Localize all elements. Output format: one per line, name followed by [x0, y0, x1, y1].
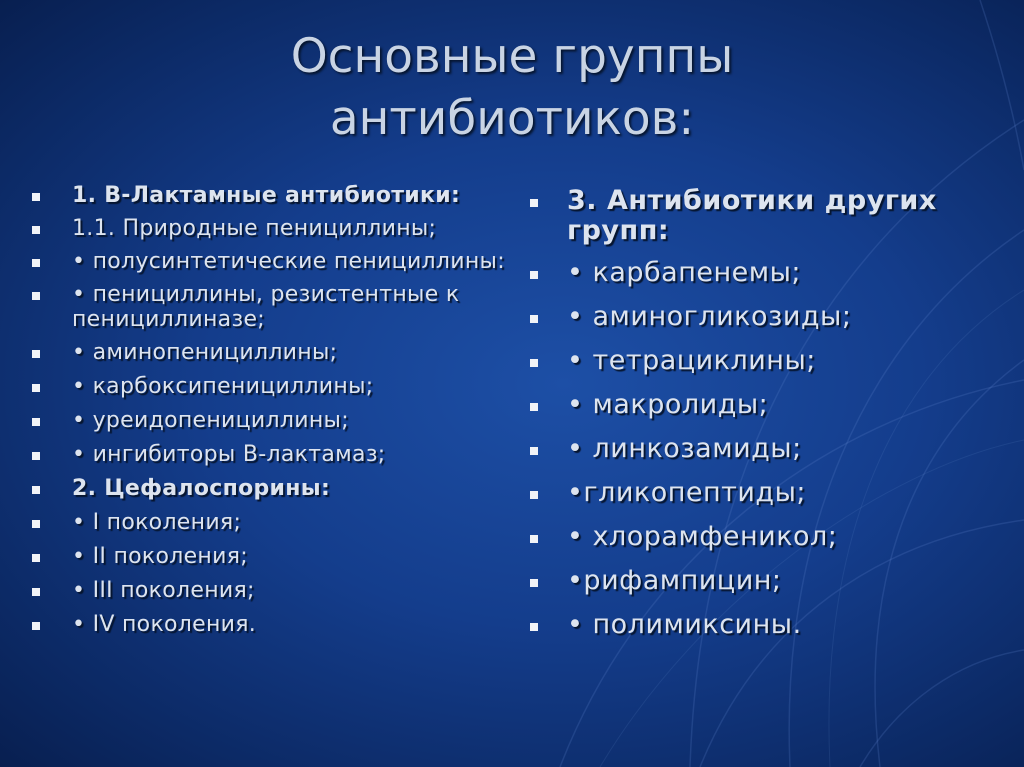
- square-bullet-icon: [530, 199, 538, 207]
- square-bullet-icon: [32, 292, 40, 300]
- list-item: [30, 408, 530, 433]
- square-bullet-icon: [32, 554, 40, 562]
- list-item: [30, 578, 530, 603]
- list-item-text: • карбоксипенициллины;: [72, 374, 374, 399]
- square-bullet-icon: [32, 418, 40, 426]
- list-item: [527, 610, 1017, 640]
- square-bullet-icon: [32, 520, 40, 528]
- list-item: [30, 183, 530, 208]
- square-bullet-icon: [32, 622, 40, 630]
- list-item: [527, 258, 1017, 288]
- square-bullet-icon: [32, 226, 40, 234]
- list-item-text: • хлорамфеникол;: [567, 521, 838, 552]
- list-item-text: 1.1. Природные пенициллины;: [72, 216, 437, 241]
- list-item: [30, 442, 530, 467]
- square-bullet-icon: [32, 588, 40, 596]
- list-item-text: • полимиксины.: [567, 609, 802, 640]
- square-bullet-icon: [32, 486, 40, 494]
- list-item: [527, 302, 1017, 332]
- square-bullet-icon: [32, 350, 40, 358]
- list-item: [30, 374, 530, 399]
- list-item: [30, 612, 530, 637]
- list-item-text: • аминопенициллины;: [72, 340, 338, 365]
- list-item: [30, 544, 530, 569]
- square-bullet-icon: [530, 359, 538, 367]
- square-bullet-icon: [530, 403, 538, 411]
- list-item-text: • ингибиторы В-лактамаз;: [72, 442, 386, 467]
- list-item: [30, 249, 530, 274]
- list-item-text: • I поколения;: [72, 510, 242, 535]
- list-item: [30, 340, 530, 365]
- square-bullet-icon: [530, 491, 538, 499]
- square-bullet-icon: [530, 623, 538, 631]
- list-item-text: • уреидопенициллины;: [72, 408, 349, 433]
- list-item-text: 2. Цефалоспорины:: [72, 476, 331, 501]
- square-bullet-icon: [32, 193, 40, 201]
- list-item-text: •гликопептиды;: [567, 477, 807, 508]
- list-item-text: • IV поколения.: [72, 612, 257, 637]
- square-bullet-icon: [530, 315, 538, 323]
- list-item: [527, 566, 1017, 596]
- list-item-text: • II поколения;: [72, 544, 248, 569]
- list-item: [30, 510, 530, 535]
- list-item-text: 1. В-Лактамные антибиотики:: [72, 183, 461, 208]
- slide-title-line-1: Основные группы: [290, 29, 734, 84]
- list-item-text: • карбапенемы;: [567, 257, 802, 288]
- list-item: [30, 476, 530, 501]
- list-item: [527, 390, 1017, 420]
- list-item-text: • пенициллины, резистентные к пенициллиназе;: [72, 282, 460, 332]
- list-item-text: 3. Антибиотики других групп:: [567, 185, 937, 246]
- list-item-text: • полусинтетические пенициллины:: [72, 249, 505, 274]
- right-bullet-list: [527, 186, 1017, 654]
- square-bullet-icon: [530, 579, 538, 587]
- list-item-text: • аминогликозиды;: [567, 301, 852, 332]
- list-item-text: • тетрациклины;: [567, 345, 816, 376]
- list-item-text: • III поколения;: [72, 578, 255, 603]
- list-item: [527, 522, 1017, 552]
- square-bullet-icon: [32, 452, 40, 460]
- square-bullet-icon: [32, 384, 40, 392]
- list-item: [30, 282, 530, 332]
- square-bullet-icon: [530, 447, 538, 455]
- square-bullet-icon: [530, 535, 538, 543]
- slide-title: [0, 26, 1024, 150]
- slide-title-line-2: антибиотиков:: [329, 91, 695, 146]
- list-item: [527, 434, 1017, 464]
- square-bullet-icon: [32, 259, 40, 267]
- list-item: [527, 346, 1017, 376]
- left-bullet-list: [30, 183, 530, 646]
- list-item-text: • макролиды;: [567, 389, 769, 420]
- list-item-text: •рифампицин;: [567, 565, 782, 596]
- list-item-text: • линкозамиды;: [567, 433, 802, 464]
- list-item: [527, 186, 1017, 246]
- square-bullet-icon: [530, 271, 538, 279]
- list-item: [30, 216, 530, 241]
- list-item: [527, 478, 1017, 508]
